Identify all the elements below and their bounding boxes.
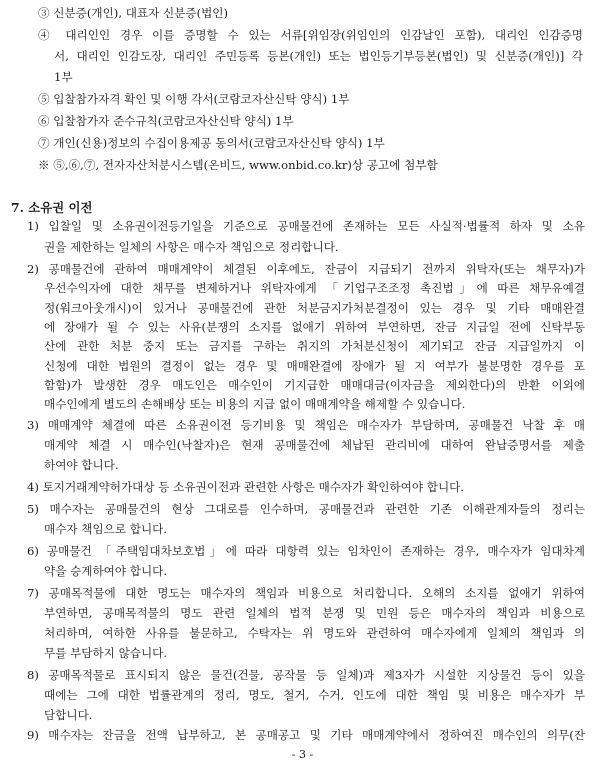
doc-line: 하여야 합니다. [44, 458, 119, 472]
doc-line: 2) 공매물건에 관하여 매매계약이 체결된 이후에도, 잔금이 지급되기 전까지 위탁자(또는 채무자)가 [27, 262, 585, 276]
doc-line: ⑤ 입찰참가자격 확인 및 이행 각서(코람코자산신탁 양식) 1부 [38, 92, 350, 106]
doc-line: 때에는 그에 대한 법률관계의 정리, 명도, 철거, 수거, 인도에 대한 책임 및 비용은 매수자가 부 [44, 688, 585, 702]
doc-line: ※ ⑤,⑥,⑦, 전자자산처분시스템(온비드, www.onbid.co.kr)상 공고에 첨부함 [38, 158, 438, 172]
doc-line: 에 장애가 될 수 있는 사유(분쟁의 소지를 없애기 위하여 부연하면, 잔금 지급일 전에 신탁부동 [44, 319, 585, 334]
doc-line: 7) 공매목적물에 대한 명도는 매수자의 책임과 비용으로 처리합니다. 오해의 소지를 없애기 위하여 [27, 586, 585, 600]
page-number: - 3 - [291, 748, 314, 761]
doc-line: 매계약 체결 시 매수인(낙찰자)은 현재 공매물건에 체납된 관리비에 대하여 완납증명서를 제출 [44, 438, 585, 452]
doc-line: 4) 토지거래계약허가대상 등 소유권이전과 관련한 사항은 매수자가 확인하여야 합니다. [27, 480, 465, 494]
doc-line: 무를 부담하지 않습니다. [44, 646, 168, 660]
doc-line: 8) 공매목적물로 표시되지 않은 물건(건물, 공작물 등 일체)과 제3자가 시설한 지상물건 등이 있을 [27, 668, 585, 682]
doc-line: 매수인에게 별도의 손해배상 또는 비용의 지급 없이 매매계약을 해제할 수 있습니다. [44, 397, 466, 412]
doc-line: 처리하며, 여하한 사유를 불문하고, 수탁자는 위 명도와 관련하여 매수자에게 일체의 책임과 의 [44, 626, 585, 640]
doc-line: 부연하면, 공매목적물의 명도 관련 일체의 법적 분쟁 및 민원 등은 매수자의 책임과 비용으로 [44, 606, 585, 620]
doc-line: 함함)가 발생한 경우 매도인은 매수인이 기지급한 매매대금(이자금을 제외한다)의 반환 이외에 [44, 377, 585, 392]
doc-line: ③ 신분증(개인), 대표자 신분증(법인) [38, 6, 229, 20]
doc-line: 3) 매매계약 체결에 따른 소유권이전 등기비용 및 책임은 매수자가 부담하며, 공매물건 낙찰 후 매 [27, 418, 585, 432]
doc-line: 5) 매수자는 공매물건의 현상 그대로를 인수하며, 공매물건과 관련한 기존 이해관계자들의 정리는 [27, 502, 585, 516]
doc-line: 매수자 책임으로 합니다. [44, 522, 168, 536]
doc-line: 약을 승계하여야 합니다. [44, 564, 168, 578]
doc-line: 서, 대리인 인감도장, 대리인 주민등록 등본(개인) 또는 법인등기부등본(법인) 및 신분증(개인)] 각 [54, 49, 583, 63]
doc-line: 신청에 대한 법원의 결정이 없는 경우 및 매매완결에 장애가 될 지 여부가 불분명한 경우를 포 [44, 358, 585, 373]
doc-line: 권을 제한하는 일체의 사항은 매수자 책임으로 정리합니다. [44, 240, 339, 254]
doc-line: 담합니다. [44, 708, 93, 722]
doc-line: 우선수익자에 대한 채무를 변제하거나 위탁자에게 「기업구조조정 촉진법」에 따른 채무유예결 [44, 281, 585, 296]
doc-line: ⑥ 입찰참가자 준수규칙(코람코자산신탁 양식) 1부 [38, 114, 294, 128]
doc-line: 정(워크아웃개시)이 있거나 공매물건에 관한 처분금지가처분결정이 있는 경우 및 기타 매매완결 [44, 300, 585, 315]
doc-line: 1부 [54, 70, 73, 84]
doc-line: ⑦ 개인(신용)정보의 수집이용제공 동의서(코람코자산신탁 양식) 1부 [38, 136, 385, 150]
doc-line: 9) 매수자는 잔금을 전액 납부하고, 본 공매공고 및 기타 매매계약에서 정하여진 매수인의 의무(잔 [27, 728, 585, 742]
doc-line: 1) 입찰일 및 소유권이전등기일을 기준으로 공매물건에 존재하는 모든 사실적·법률적 하자 및 소유 [27, 219, 585, 233]
doc-line: 6) 공매물건 「주택임대차보호법」에 따라 대항력 있는 임차인이 존재하는 경우, 매수자가 임대차계 [27, 544, 585, 558]
section-title: 7. 소유권 이전 [11, 200, 93, 215]
doc-line: ④ 대리인인 경우 이를 증명할 수 있는 서류[위임장(위임인의 인감날인 포함), 대리인 인감증명 [38, 28, 583, 42]
doc-line: 산에 관한 처분 중지 또는 금지를 구하는 취지의 가처분신청이 제기되고 잔금 지급일까지 이 [44, 339, 585, 354]
